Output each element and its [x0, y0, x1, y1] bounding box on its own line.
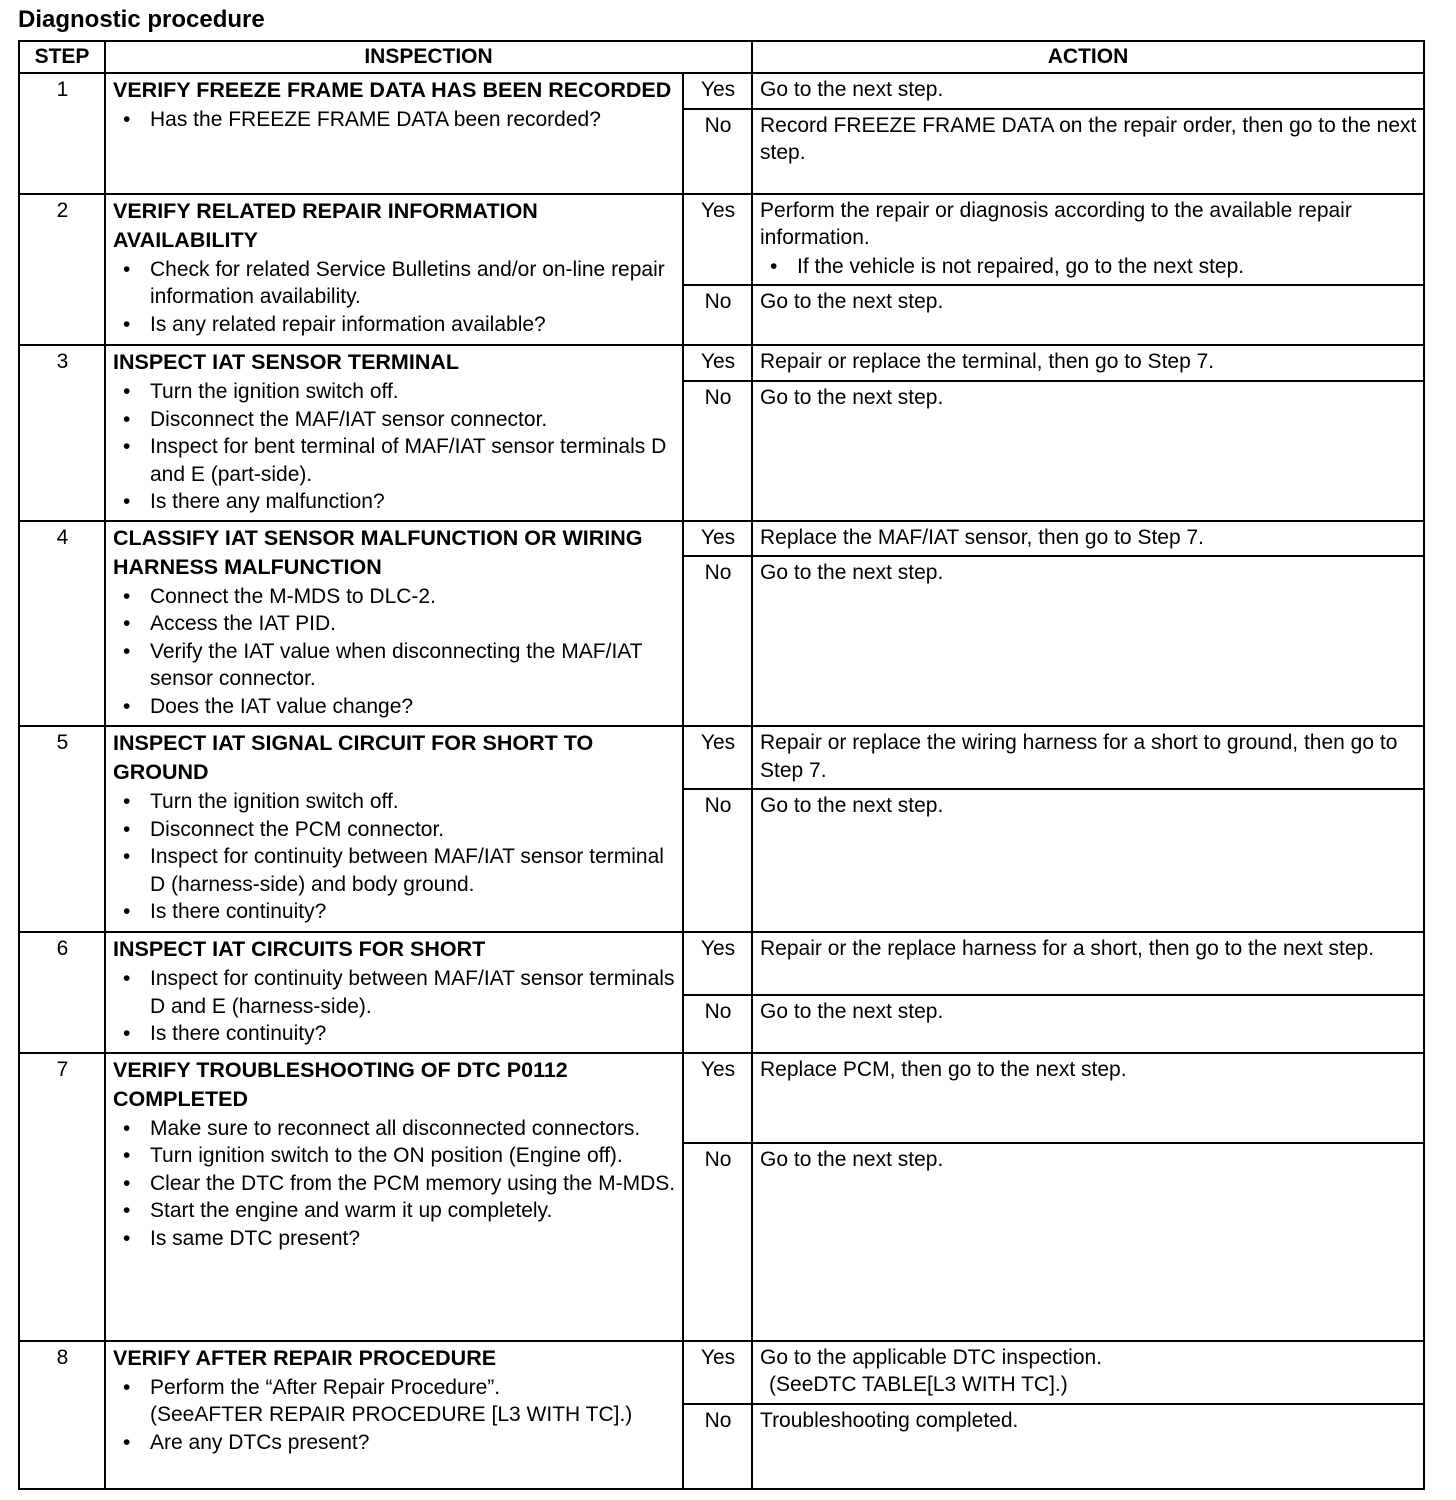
no-action-cell — [752, 285, 1424, 345]
header-step: STEP — [19, 41, 105, 73]
no-action-text: Troubleshooting completed. — [760, 1408, 1019, 1432]
no-action-text: Record FREEZE FRAME DATA on the repair order, then go to the next step. — [760, 113, 1417, 164]
inspection-title: VERIFY AFTER REPAIR PROCEDURE — [113, 1345, 497, 1370]
action-reference: (SeeDTC TABLE[L3 WITH TC].) — [769, 1373, 1068, 1396]
inspection-bullet: • Perform the “After Repair Procedure”. — [113, 1374, 676, 1402]
yes-label: Yes — [683, 1341, 752, 1404]
inspection-title: VERIFY RELATED REPAIR INFORMATION AVAILABILITY — [113, 198, 538, 252]
yes-action-text: Repair or replace the terminal, then go to Step 7. — [760, 350, 1215, 373]
inspection-bullet: • Check for related Service Bulletins and/or on-line repair information availability. — [113, 256, 676, 311]
yes-action-cell — [752, 345, 1424, 381]
inspection-bullet-list — [113, 1115, 676, 1253]
no-action-text: Go to the next step. — [760, 290, 944, 313]
yes-action-cell — [752, 726, 1424, 789]
inspection-title: INSPECT IAT SIGNAL CIRCUIT FOR SHORT TO GROUND — [113, 731, 594, 784]
diagnostic-procedure-table — [18, 40, 1425, 1490]
no-label: No — [683, 381, 752, 521]
inspection-bullet: • Turn the ignition switch off. — [113, 788, 676, 816]
yes-label: Yes — [683, 1053, 752, 1143]
inspection-cell — [105, 73, 683, 194]
no-label: No — [683, 109, 752, 194]
inspection-bullet-list — [113, 788, 676, 926]
inspection-bullet: • Verify the IAT value when disconnecting the MAF/IAT sensor connector. — [113, 638, 676, 693]
inspection-title: VERIFY TROUBLESHOOTING OF DTC P0112 COMPLETED — [113, 1057, 568, 1111]
table-row-yes — [19, 726, 1424, 789]
no-action-cell — [752, 789, 1424, 932]
no-action-text: Go to the next step. — [760, 794, 944, 817]
header-inspection: INSPECTION — [105, 41, 752, 73]
table-row-yes — [19, 1341, 1424, 1404]
inspection-bullet-list — [113, 106, 676, 134]
inspection-cell — [105, 521, 683, 727]
yes-action-text: Go to the applicable DTC inspection. — [760, 1345, 1103, 1369]
inspection-bullet-list — [113, 378, 676, 516]
no-action-text: Go to the next step. — [760, 999, 944, 1023]
no-label: No — [683, 995, 752, 1053]
page-title: Diagnostic procedure — [18, 6, 265, 33]
yes-action-cell — [752, 1341, 1424, 1404]
yes-action-cell — [752, 1053, 1424, 1143]
no-action-cell — [752, 381, 1424, 521]
table-header-row — [19, 41, 1424, 73]
no-action-cell — [752, 1143, 1424, 1341]
yes-action-cell — [752, 932, 1424, 995]
inspection-bullet: • Is any related repair information available? — [113, 311, 676, 339]
inspection-bullet-list — [113, 583, 676, 721]
inspection-bullet: • Inspect for continuity between MAF/IAT sensor terminals D and E (harness-side). — [113, 965, 676, 1020]
inspection-bullet: • Has the FREEZE FRAME DATA been recorded? — [113, 106, 676, 134]
inspection-bullet: • Is there any malfunction? — [113, 488, 676, 516]
yes-label: Yes — [683, 726, 752, 789]
no-label: No — [683, 1404, 752, 1489]
inspection-title: INSPECT IAT CIRCUITS FOR SHORT — [113, 937, 486, 961]
table-row-yes — [19, 932, 1424, 995]
yes-action-cell — [752, 194, 1424, 286]
inspection-bullet: • Are any DTCs present? — [113, 1429, 676, 1457]
inspection-title: VERIFY FREEZE FRAME DATA HAS BEEN RECORDED — [113, 78, 672, 102]
inspection-cell — [105, 932, 683, 1053]
inspection-reference: (SeeAFTER REPAIR PROCEDURE [L3 WITH TC].) — [150, 1403, 633, 1426]
yes-action-cell — [752, 73, 1424, 109]
inspection-bullet: • Does the IAT value change? — [113, 693, 676, 721]
inspection-bullet: • Access the IAT PID. — [113, 610, 676, 638]
yes-action-text: Repair or replace the wiring harness for a short to ground, then go to Step 7. — [760, 731, 1398, 782]
table-row-yes — [19, 194, 1424, 286]
no-action-cell — [752, 995, 1424, 1053]
inspection-bullet: • Disconnect the PCM connector. — [113, 816, 676, 844]
step-number: 1 — [19, 73, 105, 194]
no-action-text: Go to the next step. — [760, 1147, 944, 1171]
step-number: 7 — [19, 1053, 105, 1341]
inspection-bullet: • Make sure to reconnect all disconnected connectors. — [113, 1115, 676, 1143]
inspection-title: INSPECT IAT SENSOR TERMINAL — [113, 350, 460, 374]
step-number: 8 — [19, 1341, 105, 1489]
yes-action-text: Perform the repair or diagnosis according to the available repair information. — [760, 198, 1352, 249]
step-number: 5 — [19, 726, 105, 932]
inspection-bullet: • Inspect for continuity between MAF/IAT sensor terminal D (harness-side) and body ground. — [113, 843, 676, 898]
yes-label: Yes — [683, 345, 752, 381]
step-number: 2 — [19, 194, 105, 346]
table-row-yes — [19, 1053, 1424, 1143]
step-number: 4 — [19, 521, 105, 727]
inspection-bullet: • Is there continuity? — [113, 1020, 676, 1048]
inspection-cell — [105, 345, 683, 521]
no-action-cell — [752, 1404, 1424, 1489]
inspection-bullet: • Is there continuity? — [113, 898, 676, 926]
header-action: ACTION — [752, 41, 1424, 73]
inspection-bullet: • Disconnect the MAF/IAT sensor connector. — [113, 406, 676, 434]
step-number: 6 — [19, 932, 105, 1053]
inspection-bullet: • Turn ignition switch to the ON position (Engine off). — [113, 1142, 676, 1170]
inspection-bullet-list — [113, 965, 676, 1048]
no-action-cell — [752, 109, 1424, 194]
inspection-bullet: • Clear the DTC from the PCM memory using the M-MDS. — [113, 1170, 676, 1198]
yes-action-text: Go to the next step. — [760, 78, 944, 101]
no-action-cell — [752, 556, 1424, 726]
table-row-yes — [19, 73, 1424, 109]
inspection-title: CLASSIFY IAT SENSOR MALFUNCTION OR WIRING HARNESS MALFUNCTION — [113, 525, 643, 579]
no-label: No — [683, 1143, 752, 1341]
yes-label: Yes — [683, 521, 752, 557]
action-bullet: • If the vehicle is not repaired, go to the next step. — [760, 253, 1417, 281]
yes-action-text: Replace PCM, then go to the next step. — [760, 1057, 1127, 1081]
no-label: No — [683, 285, 752, 345]
yes-action-cell — [752, 521, 1424, 557]
yes-label: Yes — [683, 73, 752, 109]
no-action-text: Go to the next step. — [760, 561, 944, 584]
table-body — [19, 73, 1424, 1489]
inspection-bullet: • Connect the M-MDS to DLC-2. — [113, 583, 676, 611]
inspection-bullet-list — [113, 256, 676, 339]
step-number: 3 — [19, 345, 105, 521]
no-label: No — [683, 556, 752, 726]
inspection-bullet: • Inspect for bent terminal of MAF/IAT sensor terminals D and E (part-side). — [113, 433, 676, 488]
inspection-cell — [105, 1341, 683, 1489]
inspection-cell — [105, 726, 683, 932]
inspection-bullet: • Is same DTC present? — [113, 1225, 676, 1253]
inspection-bullet-list — [113, 1374, 676, 1457]
yes-action-text: Replace the MAF/IAT sensor, then go to Step 7. — [760, 525, 1204, 549]
inspection-bullet: • Turn the ignition switch off. — [113, 378, 676, 406]
no-action-text: Go to the next step. — [760, 385, 944, 409]
inspection-bullet: • Start the engine and warm it up completely. — [113, 1197, 676, 1225]
yes-label: Yes — [683, 932, 752, 995]
yes-label: Yes — [683, 194, 752, 286]
inspection-cell — [105, 1053, 683, 1341]
inspection-cell — [105, 194, 683, 346]
yes-action-text: Repair or the replace harness for a short, then go to the next step. — [760, 937, 1375, 960]
table-row-yes — [19, 521, 1424, 557]
no-label: No — [683, 789, 752, 932]
table-row-yes — [19, 345, 1424, 381]
